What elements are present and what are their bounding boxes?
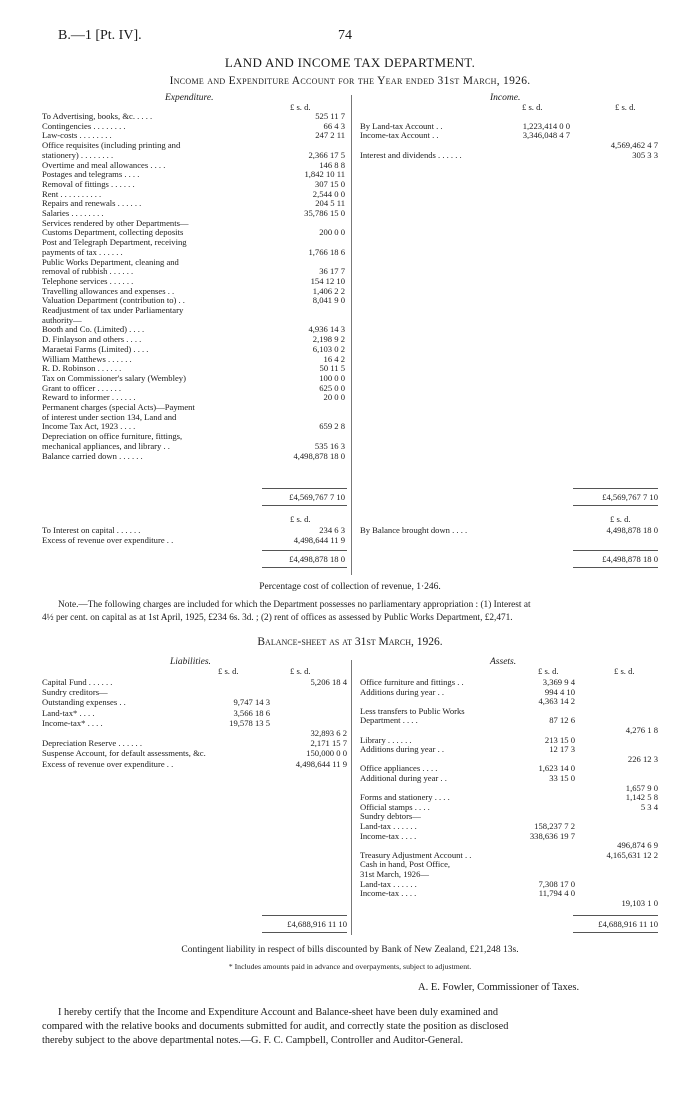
asset-amount: 213 15 0: [544, 734, 575, 745]
income-item-label: By Land-tax Account . .: [360, 121, 443, 131]
contingent-liability: Contingent liability in respect of bills discounted by Bank of New Zealand, £21,248 13s.: [181, 945, 519, 955]
expenditure-item-amount: 146 8 8: [319, 159, 345, 170]
liability-subtotal: 32,893 6 2: [310, 728, 347, 738]
expenditure-item-label: Income Tax Act, 1923 . . . .: [42, 422, 136, 432]
asset-label: Official stamps . . . .: [360, 801, 430, 812]
expenditure-item-label: D. Finlayson and others . . . .: [42, 335, 142, 345]
expenditure-item-label: Travelling allowances and expenses . .: [42, 286, 175, 296]
expenditure-item-amount: 36 17 7: [319, 266, 345, 277]
asset-subtotal: 496,874 6 9: [617, 840, 658, 851]
liab-total-rule: [262, 915, 347, 916]
note-line-1: Note.—The following charges are included for which the Department possesses no parliamentary appropriation : (1) Interest at: [58, 600, 531, 610]
expenditure-item-label: Readjustment of tax under Parliamentary: [42, 306, 184, 315]
asset-amount: 12 17 3: [549, 744, 575, 755]
expenditure-item-label: Booth and Co. (Limited) . . . .: [42, 325, 145, 335]
expenditure-item-label: Grant to officer . . . . . .: [42, 383, 122, 393]
income-second-total: £4,498,878 18 0: [602, 554, 658, 564]
expenditure-item-label: Salaries . . . . . . . .: [42, 209, 104, 218]
liability-subtotal: 4,498,644 11 9: [295, 758, 347, 769]
account-subtitle: Income and Expenditure Account for the Year ended 31st March, 1926.: [169, 75, 531, 87]
income-second-label: By Balance brought down . . . .: [360, 525, 468, 535]
expenditure-second-label: To Interest on capital . . . . . .: [42, 525, 141, 535]
footnote: * Includes amounts paid in advance and overpayments, subject to adjustment.: [228, 962, 472, 971]
department-title: LAND AND INCOME TAX DEPARTMENT.: [224, 55, 476, 70]
audit-certificate-line-3: thereby subject to the above departmental notes.—G. F. C. Campbell, Controller and Auditor-General.: [42, 1035, 464, 1046]
liability-subtotal: 5,206 18 4: [310, 677, 347, 687]
expenditure-item-amount: 50 11 5: [319, 363, 345, 374]
expenditure-item-amount: 659 2 8: [319, 421, 345, 432]
expenditure-item-label: Depreciation on office furniture, fittings,: [42, 432, 183, 442]
expenditure-total: £4,569,767 7 10: [289, 492, 345, 502]
commissioner-signature: A. E. Fowler, Commissioner of Taxes.: [418, 982, 580, 993]
balance-sheet-title: Balance-sheet as at 31st March, 1926.: [257, 636, 443, 648]
assets-total-rule: [573, 915, 658, 916]
expenditure-item-label: Customs Department, collecting deposits: [42, 228, 184, 238]
asset-label: Cash in hand, Post Office,: [360, 859, 451, 870]
asset-label: Land-tax . . . . . .: [360, 821, 417, 831]
asset-subtotal: 19,103 1 0: [621, 897, 658, 908]
expenditure-item-label: Permanent charges (special Acts)—Payment: [42, 403, 195, 412]
expenditure-item-label: Overtime and meal allowances . . . .: [42, 160, 166, 170]
expenditure-item-amount: 6,103 0 2: [312, 343, 345, 354]
income-item-subtotal: 305 3 3: [632, 150, 658, 160]
liab-lsd-header-2: £ s. d.: [290, 666, 311, 676]
liab-total-rule-bottom: [262, 932, 347, 933]
income-heading: Income.: [490, 93, 521, 103]
asset-label: Income-tax . . . .: [360, 830, 417, 841]
expenditure-item-amount: 1,766 18 6: [308, 246, 345, 257]
liability-label: Depreciation Reserve . . . . . .: [42, 738, 142, 749]
asset-amount: 158,237 7 2: [534, 821, 575, 831]
asset-amount: 4,363 14 2: [538, 696, 575, 707]
expenditure-item-amount: 1,406 2 2: [312, 285, 345, 296]
liability-label: Suspense Account, for default assessments, &c.: [42, 748, 206, 759]
inc-lsd-header-1: £ s. d.: [522, 102, 543, 112]
asset-subtotal: 4,165,631 12 2: [606, 849, 658, 860]
expenditure-item-label: Postages and telegrams . . . .: [42, 170, 140, 180]
bs-divider: [351, 660, 352, 935]
document-code: B.—1 [Pt. IV].: [58, 28, 142, 43]
liability-label: Capital Fund . . . . . .: [42, 677, 113, 687]
expenditure-item-amount: 525 11 7: [315, 111, 345, 121]
asset-subtotal: 5 3 4: [640, 801, 658, 812]
expenditure-item-amount: 20 0 0: [323, 392, 345, 403]
asset-subtotal: 226 12 3: [627, 753, 658, 764]
exp2-total-rule-bottom: [262, 567, 347, 568]
income-second-amount: 4,498,878 18 0: [606, 525, 658, 535]
expenditure-item-amount: 8,041 9 0: [312, 295, 345, 306]
exp2-lsd-header: £ s. d.: [290, 514, 311, 524]
asset-label: Library . . . . . .: [360, 734, 412, 745]
asset-amount: 11,794 4 0: [538, 888, 575, 899]
ie-divider: [351, 95, 352, 575]
expenditure-item-amount: 100 0 0: [319, 372, 345, 383]
expenditure-item-amount: 2,198 9 2: [312, 334, 345, 345]
asset-subtotal: 1,142 5 8: [625, 792, 658, 803]
liabilities-total: £4,688,916 11 10: [287, 919, 347, 929]
expenditure-item-label: R. D. Robinson . . . . . .: [42, 364, 122, 374]
liab-lsd-header-1: £ s. d.: [218, 666, 239, 676]
inc-total-rule-bottom: [573, 505, 658, 506]
inc-lsd-header-2: £ s. d.: [615, 102, 636, 112]
income-item-amount: 1,223,414 0 0: [522, 121, 570, 131]
asset-label: Income-tax . . . .: [360, 888, 417, 899]
expenditure-item-label: of interest under section 134, Land and: [42, 412, 177, 422]
asset-label: Additions during year . .: [360, 744, 445, 755]
expenditure-item-amount: 307 15 0: [314, 178, 345, 189]
expenditure-second-label: Excess of revenue over expenditure . .: [42, 535, 174, 545]
audit-certificate-line-2: compared with the relative books and documents submitted for audit, and correctly state the position as disclosed: [42, 1021, 509, 1032]
page-number: 74: [338, 28, 352, 43]
liability-label: Excess of revenue over expenditure . .: [42, 758, 174, 769]
asset-amount: 3,369 9 4: [542, 677, 575, 687]
expenditure-item-label: Law-costs . . . . . . . .: [42, 131, 112, 141]
asset-label: Additions during year . .: [360, 686, 445, 697]
expenditure-item-amount: 204 5 11: [315, 198, 345, 209]
percentage-note: Percentage cost of collection of revenue, 1·246.: [259, 582, 441, 592]
liability-amount: 3,566 18 6: [233, 707, 270, 718]
expenditure-item-label: Reward to informer . . . . . .: [42, 393, 136, 403]
expenditure-second-amount: 4,498,644 11 9: [293, 535, 345, 545]
expenditure-item-amount: 35,786 15 0: [304, 208, 345, 218]
expenditure-item-amount: 1,842 10 11: [304, 169, 345, 180]
expenditure-item-label: mechanical appliances, and library . .: [42, 441, 170, 451]
liability-label: Land-tax* . . . .: [42, 707, 95, 718]
expenditure-item-label: Rent . . . . . . . . . .: [42, 189, 102, 199]
liability-amount: 9,747 14 3: [233, 697, 270, 708]
asset-subtotal: 1,657 9 0: [625, 782, 658, 793]
income-item-label: Interest and dividends . . . . . .: [360, 150, 462, 160]
asset-label: Office furniture and fittings . .: [360, 677, 464, 687]
expenditure-item-label: Balance carried down . . . . . .: [42, 451, 143, 461]
exp-total-rule: [262, 488, 347, 489]
expenditure-item-label: removal of rubbish . . . . . .: [42, 267, 134, 277]
exp-lsd-header: £ s. d.: [290, 102, 311, 112]
expenditure-item-label: Services rendered by other Departments—: [42, 218, 189, 228]
asset-label: Sundry debtors—: [360, 811, 421, 822]
expenditure-item-amount: 200 0 0: [319, 227, 345, 238]
expenditure-item-label: Office requisites (including printing and: [42, 141, 181, 151]
expenditure-second-total: £4,498,878 18 0: [289, 554, 345, 564]
liability-subtotal: 150,000 0 0: [306, 748, 347, 759]
asset-amount: 7,308 17 0: [538, 878, 575, 889]
exp2-total-rule: [262, 550, 347, 551]
expenditure-item-label: Repairs and renewals . . . . . .: [42, 199, 142, 209]
expenditure-item-label: payments of tax . . . . . .: [42, 247, 123, 257]
income-item-amount: 3,346,048 4 7: [522, 130, 570, 140]
expenditure-item-label: Removal of fittings . . . . . .: [42, 179, 135, 189]
inc2-lsd-header: £ s. d.: [610, 514, 631, 524]
liability-label: Income-tax* . . . .: [42, 717, 103, 728]
expenditure-item-label: stationery) . . . . . . . .: [42, 150, 114, 160]
liability-subtotal: 2,171 15 7: [310, 738, 347, 749]
asset-label: Treasury Adjustment Account . .: [360, 849, 472, 860]
expenditure-item-label: Contingencies . . . . . . . .: [42, 121, 126, 131]
liability-label: Sundry creditors—: [42, 687, 108, 698]
asset-label: Forms and stationery . . . .: [360, 792, 450, 803]
income-item-subtotal: 4,569,462 4 7: [610, 140, 658, 150]
audit-certificate-line-1: I hereby certify that the Income and Expenditure Account and Balance-sheet have been duly examined and: [58, 1007, 499, 1018]
expenditure-item-label: Tax on Commissioner's salary (Wembley): [42, 373, 186, 383]
inc-total-rule: [573, 488, 658, 489]
expenditure-item-amount: 16 4 2: [323, 353, 345, 364]
assets-lsd-header-1: £ s. d.: [538, 666, 559, 676]
asset-amount: 994 4 10: [544, 686, 575, 697]
expenditure-item-amount: 625 0 0: [319, 382, 345, 393]
expenditure-item-label: Post and Telegraph Department, receiving: [42, 238, 187, 248]
expenditure-item-label: Valuation Department (contribution to) . .: [42, 296, 185, 306]
asset-label: 31st March, 1926—: [360, 869, 429, 879]
assets-heading: Assets.: [490, 657, 517, 667]
inc2-total-rule: [573, 550, 658, 551]
asset-label: Less transfers to Public Works: [360, 705, 465, 716]
expenditure-item-amount: 535 16 3: [314, 440, 345, 451]
expenditure-item-amount: 4,936 14 3: [308, 324, 345, 335]
expenditure-item-label: William Matthews . . . . . .: [42, 354, 132, 364]
liabilities-heading: Liabilities.: [170, 657, 211, 667]
expenditure-item-amount: 66 4 3: [323, 120, 345, 131]
assets-total: £4,688,916 11 10: [598, 919, 658, 929]
asset-subtotal: 4,276 1 8: [625, 725, 658, 735]
asset-amount: 87 12 6: [549, 715, 575, 726]
income-total: £4,569,767 7 10: [602, 492, 658, 502]
asset-amount: 33 15 0: [549, 773, 575, 783]
expenditure-heading: Expenditure.: [165, 93, 214, 103]
asset-label: Land-tax . . . . . .: [360, 878, 417, 889]
assets-lsd-header-2: £ s. d.: [614, 666, 635, 676]
asset-label: Department . . . .: [360, 715, 418, 726]
asset-label: Office appliances . . . .: [360, 763, 438, 774]
inc2-total-rule-bottom: [573, 567, 658, 568]
expenditure-item-amount: 247 2 11: [315, 130, 345, 141]
expenditure-item-label: Telephone services . . . . . .: [42, 276, 134, 286]
liability-label: Outstanding expenses . .: [42, 697, 126, 708]
liability-amount: 19,578 13 5: [229, 717, 270, 728]
note-line-2: 4½ per cent. on capital as at 1st April, 1925, £234 6s. 3d. ; (2) rent of offices as assessed by Public Works Department, £2,471.: [42, 613, 513, 623]
asset-amount: 338,636 19 7: [529, 830, 575, 841]
expenditure-item-amount: 2,366 17 5: [308, 149, 345, 160]
exp-total-rule-bottom: [262, 505, 347, 506]
expenditure-item-amount: 154 12 10: [310, 275, 345, 286]
expenditure-item-amount: 2,544 0 0: [312, 188, 345, 199]
expenditure-item-label: authority—: [42, 315, 82, 325]
asset-amount: 1,623 14 0: [538, 763, 575, 774]
asset-label: Additional during year . .: [360, 773, 447, 783]
expenditure-second-amount: 234 6 3: [319, 525, 345, 535]
expenditure-item-label: Maraetai Farms (Limited) . . . .: [42, 344, 149, 354]
expenditure-item-label: Public Works Department, cleaning and: [42, 257, 179, 267]
income-item-label: Income-tax Account . .: [360, 130, 439, 140]
expenditure-item-label: To Advertising, books, &c. . . . .: [42, 112, 153, 121]
assets-total-rule-bottom: [573, 932, 658, 933]
expenditure-item-amount: 4,498,878 18 0: [293, 450, 345, 461]
